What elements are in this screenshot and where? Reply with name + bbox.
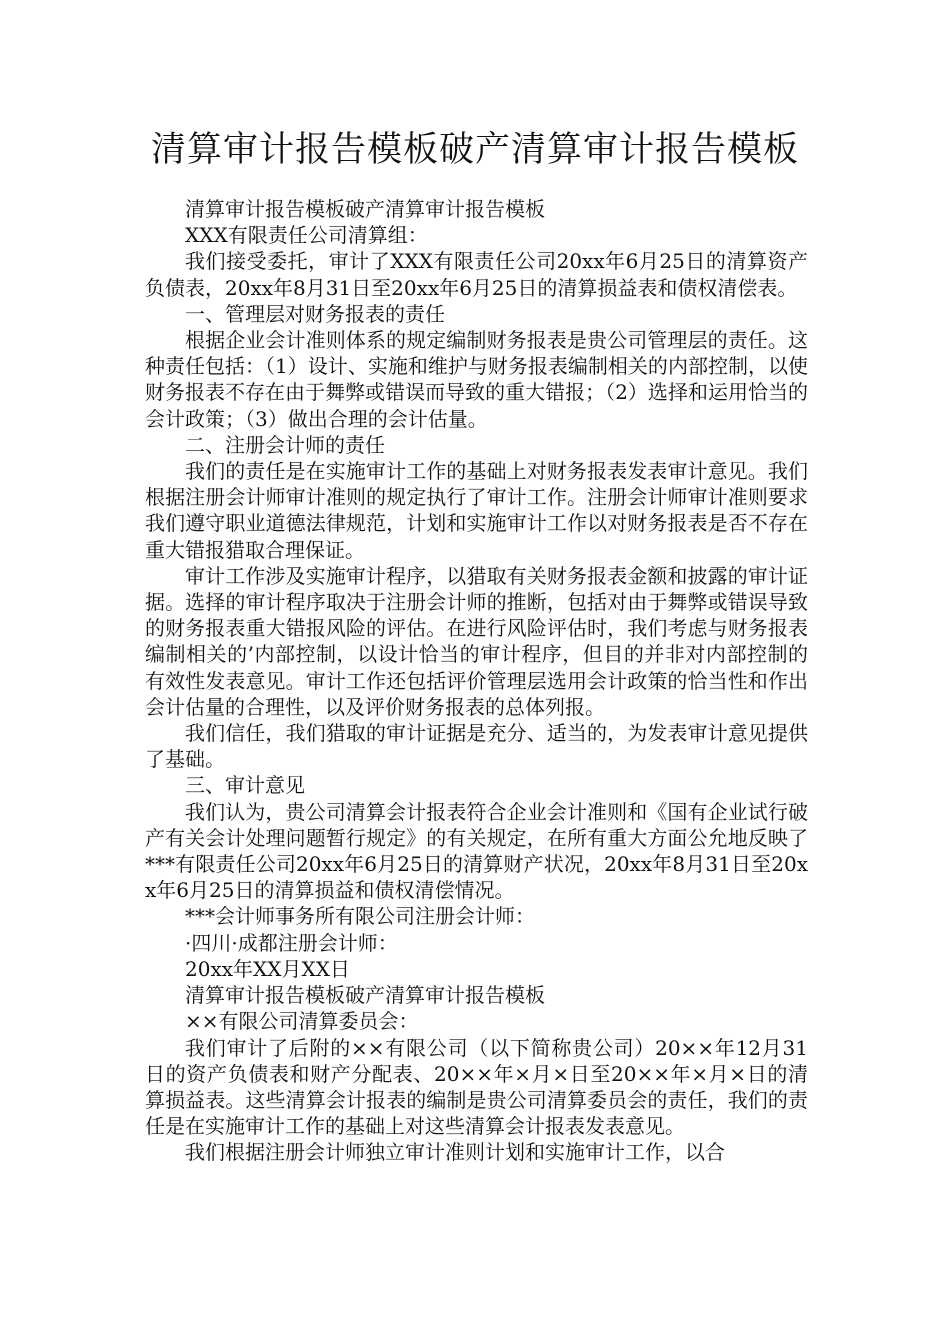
paragraph-location-signature: ·四川·成都注册会计师： <box>185 930 398 955</box>
paragraph-opinion: 我们认为，贵公司清算会计报表符合企业会计准则和《国有企业试行破产有关会计处理问题暂行规定》的有关规定，在所有重大方面公允地反映了***有限责任公司20xx年6月25日的清算财产状况，20xx年8月31日至20xx年6月25日的清算损益和债权清偿情况。 <box>145 799 808 903</box>
section-heading-management: 一、管理层对财务报表的责任 <box>185 301 445 326</box>
paragraph-audit-procedures: 审计工作涉及实施审计程序，以猎取有关财务报表金额和披露的审计证据。选择的审计程序取决于注册会计师的推断，包括对由于舞弊或错误导致的财务报表重大错报风险的评估。在进行风险评估时，我们考虑与财务报表编制相关的’内部控制，以设计恰当的审计程序，但目的并非对内部控制的有效性发表意见。审计工作还包括评价管理层选用会计政策的恰当性和作出会计估量的合理性，以及评价财务报表的总体列报。 <box>145 563 808 719</box>
paragraph-addressee-2: ××有限公司清算委员会： <box>185 1009 419 1034</box>
paragraph-management: 根据企业会计准则体系的规定编制财务报表是贵公司管理层的责任。这种责任包括：（1）设计、实施和维护与财务报表编制相关的内部控制，以使财务报表不存在由于舞弊或错误而导致的重大错报；（2）选择和运用恰当的会计政策；（3）做出合理的会计估量。 <box>145 328 808 431</box>
document-body <box>145 196 808 1166</box>
paragraph-firm-signature: ***会计师事务所有限公司注册会计师： <box>185 904 535 929</box>
paragraph-engagement: 我们接受委托，审计了XXX有限责任公司20xx年6月25日的清算资产负债表，20xx年8月31日至20xx年6月25日的清算损益表和债权清偿表。 <box>145 249 808 300</box>
paragraph-addressee: XXX有限责任公司清算组： <box>185 223 428 248</box>
document-title: 清算审计报告模板破产清算审计报告模板 <box>150 130 799 170</box>
paragraph-standards: 我们根据注册会计师独立审计准则计划和实施审计工作，以合 <box>185 1140 725 1165</box>
section-heading-auditor: 二、注册会计师的责任 <box>185 432 385 457</box>
paragraph-auditor-responsibility: 我们的责任是在实施审计工作的基础上对财务报表发表审计意见。我们根据注册会计师审计准则的规定执行了审计工作。注册会计师审计准则要求我们遵守职业道德法律规范，计划和实施审计工作以对财务报表是否不存在重大错报猎取合理保证。 <box>145 459 808 562</box>
section-heading-opinion: 三、审计意见 <box>185 773 305 798</box>
paragraph-audit-evidence: 我们信任，我们猎取的审计证据是充分、适当的，为发表审计意见提供了基础。 <box>145 721 808 772</box>
paragraph-subtitle-2: 清算审计报告模板破产清算审计报告模板 <box>185 983 545 1008</box>
paragraph-date: 20xx年XX月XX日 <box>185 956 350 981</box>
paragraph-subtitle: 清算审计报告模板破产清算审计报告模板 <box>185 197 545 221</box>
paragraph-engagement-2: 我们审计了后附的××有限公司（以下简称贵公司）20××年12月31日的资产负债表和财产分配表、20××年×月×日至20××年×月×日的清算损益表。这些清算会计报表的编制是贵公司清算委员会的责任，我们的责任是在实施审计工作的基础上对这些清算会计报表发表意见。 <box>145 1035 808 1139</box>
